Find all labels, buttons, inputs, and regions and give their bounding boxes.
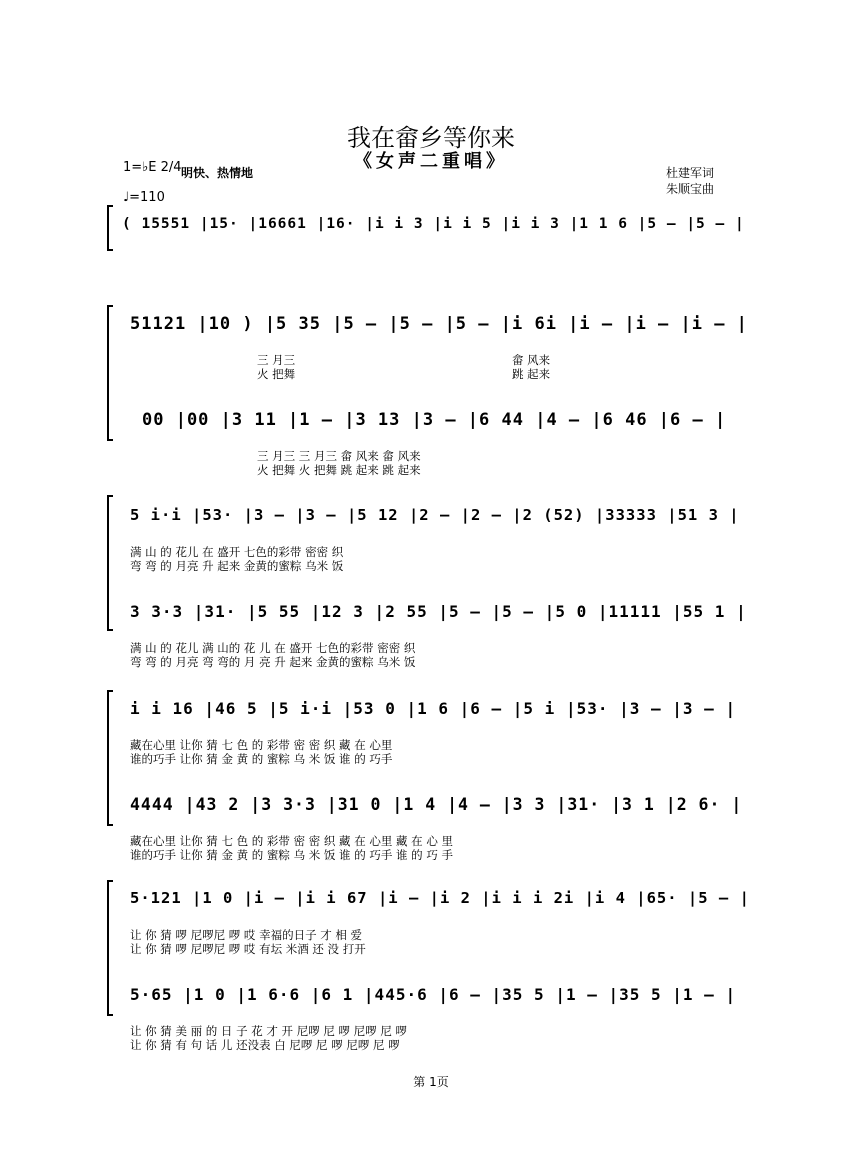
- lower-lyric-line: 弯 弯 的 月亮 弯 弯的 月 亮 升 起来 金黄的蜜粽 乌米 饭: [130, 655, 416, 669]
- lower-voice-notes: 4444 |43 2 |3 3·3 |31 0 |1 4 |4 – |3 3 |31· |3 1 |2 6· |: [130, 795, 743, 814]
- tempo-marking: 明快、热情地: [181, 166, 254, 180]
- score-system-1: [112, 216, 762, 246]
- page-number: 第 1页: [413, 1075, 449, 1089]
- upper-lyric-line: 让 你 猜 啰 尼啰尼 啰 哎 有坛 米酒 还 没 打开: [130, 942, 366, 956]
- score-system-4: [112, 699, 762, 862]
- upper-lyric-line: 火 把舞: [257, 367, 296, 381]
- upper-lyric-line: 满 山 的 花儿 在 盛开 七色的彩带 密密 织: [130, 545, 344, 559]
- lower-lyric-line: 藏在心里 让你 猜 七 色 的 彩带 密 密 织 藏 在 心里 藏 在 心 里: [130, 834, 453, 848]
- lower-lyric-line: 让 你 猜 美 丽 的 日 子 花 才 开 尼啰 尼 啰 尼啰 尼 啰: [130, 1024, 407, 1038]
- upper-lyric-line: 藏在心里 让你 猜 七 色 的 彩带 密 密 织 藏 在 心里: [130, 738, 393, 752]
- lower-lyric-line: 满 山 的 花儿 满 山的 花 儿 在 盛开 七色的彩带 密密 织: [130, 641, 416, 655]
- lower-lyric-line: 火 把舞 火 把舞 跳 起来 跳 起来: [257, 463, 421, 477]
- metronome-mark: ♩=110: [123, 190, 165, 205]
- lower-voice-notes: 3 3·3 |31· |5 55 |12 3 |2 55 |5 – |5 – |5 0 |11111 |55 1 |: [130, 602, 747, 621]
- upper-lyric-line: 让 你 猜 啰 尼啰尼 啰 哎 幸福的日子 才 相 爱: [130, 928, 363, 942]
- upper-lyric-line: 三 月三: [257, 353, 296, 367]
- upper-lyric-line: 谁的巧手 让你 猜 金 黄 的 蜜粽 乌 米 饭 谁 的 巧手: [130, 752, 393, 766]
- upper-voice-notes: i i 16 |46 5 |5 i·i |53 0 |1 6 |6 – |5 i |53· |3 – |3 – |: [130, 699, 737, 718]
- lower-voice-notes: 5·65 |1 0 |1 6·6 |6 1 |445·6 |6 – |35 5 |1 – |35 5 |1 – |: [130, 985, 737, 1004]
- upper-voice-notes: 51121 |10 ) |5 35 |5 – |5 – |5 – |i 6i |i – |i – |i – |: [130, 314, 748, 334]
- lower-voice-notes: 00 |00 |3 11 |1 – |3 13 |3 – |6 44 |4 – |6 46 |6 – |: [142, 410, 727, 430]
- upper-voice-notes: 5·121 |1 0 |i – |i i 67 |i – |i 2 |i i i 2i |i 4 |65· |5 – |: [130, 889, 750, 907]
- lower-lyric-line: 三 月三 三 月三 畲 风来 畲 风来: [257, 449, 421, 463]
- upper-voice-notes: 5 i·i |53· |3 – |3 – |5 12 |2 – |2 – |2 (52) |33333 |51 3 |: [130, 506, 740, 524]
- song-subtitle: 《女声二重唱》: [354, 151, 508, 172]
- lower-lyric-line: 谁的巧手 让你 猜 金 黄 的 蜜粽 乌 米 饭 谁 的 巧手 谁 的 巧 手: [130, 848, 453, 862]
- lower-lyric-line: 让 你 猜 有 句 话 儿 还没表 白 尼啰 尼 啰 尼啰 尼 啰: [130, 1038, 400, 1052]
- key-signature: 1=♭E 2/4: [123, 160, 182, 175]
- score-system-3: [112, 506, 762, 669]
- score-system-5: [112, 889, 762, 1052]
- score-system-2: [112, 314, 762, 477]
- upper-voice-notes: ( 15551 |15· |16661 |16· |i i 3 |i i 5 |i i 3 |1 1 6 |5 – |5 – |: [122, 216, 745, 232]
- lyricist-credit: 杜建军词: [666, 166, 715, 180]
- composer-credit: 朱顺宝曲: [666, 182, 715, 196]
- song-title: 我在畲乡等你来: [347, 124, 515, 152]
- upper-lyric-line: 跳 起来: [512, 367, 551, 381]
- upper-lyric-line: 畲 风来: [512, 353, 551, 367]
- upper-lyric-line: 弯 弯 的 月亮 升 起来 金黄的蜜粽 乌米 饭: [130, 559, 344, 573]
